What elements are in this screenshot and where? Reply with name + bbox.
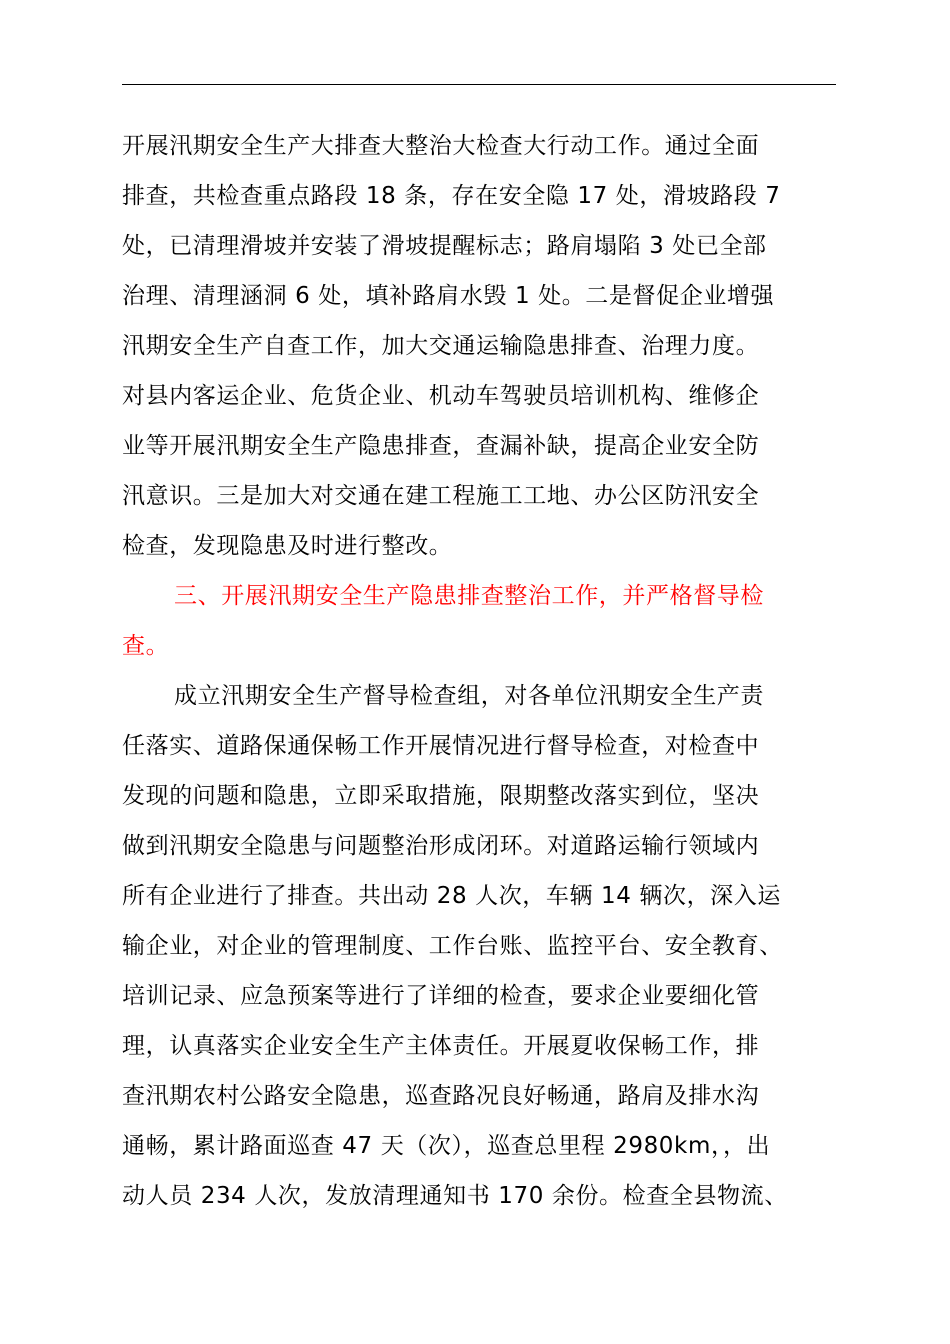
paragraph-2-line: 成立汛期安全生产督导检查组，对各单位汛期安全生产责 xyxy=(174,683,764,709)
paragraph-1-line: 汛意识。三是加大对交通在建工程施工工地、办公区防汛安全 xyxy=(122,483,760,509)
paragraph-1-line: 开展汛期安全生产大排查大整治大检查大行动工作。通过全面 xyxy=(122,133,760,159)
paragraph-2-line: 查汛期农村公路安全隐患，巡查路况良好畅通，路肩及排水沟 xyxy=(122,1083,760,1109)
paragraph-1-line: 处，已清理滑坡并安装了滑坡提醒标志；路肩塌陷 3 处已全部 xyxy=(122,233,767,259)
section-heading-3-cont: 查。 xyxy=(122,633,170,659)
paragraph-2-line: 做到汛期安全隐患与问题整治形成闭环。对道路运输行领域内 xyxy=(122,833,760,859)
paragraph-2-line: 输企业，对企业的管理制度、工作台账、监控平台、安全教育、 xyxy=(122,933,783,959)
paragraph-1-line: 对县内客运企业、危货企业、机动车驾驶员培训机构、维修企 xyxy=(122,383,760,409)
paragraph-1-line: 治理、清理涵洞 6 处，填补路肩水毁 1 处。二是督促企业增强 xyxy=(122,283,775,309)
section-heading-3: 三、开展汛期安全生产隐患排查整治工作，并严格督导检 xyxy=(174,583,764,609)
paragraph-2-line: 培训记录、应急预案等进行了详细的检查，要求企业要细化管 xyxy=(122,983,760,1009)
paragraph-2-line: 通畅，累计路面巡查 47 天（次），巡查总里程 2980km，，出 xyxy=(122,1133,771,1159)
paragraph-2-line: 动人员 234 人次，发放清理通知书 170 余份。检查全县物流、 xyxy=(122,1183,788,1209)
paragraph-2-line: 发现的问题和隐患，立即采取措施，限期整改落实到位，坚决 xyxy=(122,783,760,809)
paragraph-1-line: 业等开展汛期安全生产隐患排查，查漏补缺，提高企业安全防 xyxy=(122,433,760,459)
document-body xyxy=(122,121,838,1221)
paragraph-1-line: 汛期安全生产自查工作，加大交通运输隐患排查、治理力度。 xyxy=(122,333,760,359)
paragraph-2-line: 所有企业进行了排查。共出动 28 人次，车辆 14 辆次，深入运 xyxy=(122,883,781,909)
header-rule xyxy=(122,84,836,85)
paragraph-2-line: 任落实、道路保通保畅工作开展情况进行督导检查，对检查中 xyxy=(122,733,760,759)
paragraph-1-line: 排查，共检查重点路段 18 条，存在安全隐 17 处，滑坡路段 7 xyxy=(122,183,781,209)
paragraph-2-line: 理，认真落实企业安全生产主体责任。开展夏收保畅工作，排 xyxy=(122,1033,760,1059)
paragraph-1-line: 检查，发现隐患及时进行整改。 xyxy=(122,533,453,559)
